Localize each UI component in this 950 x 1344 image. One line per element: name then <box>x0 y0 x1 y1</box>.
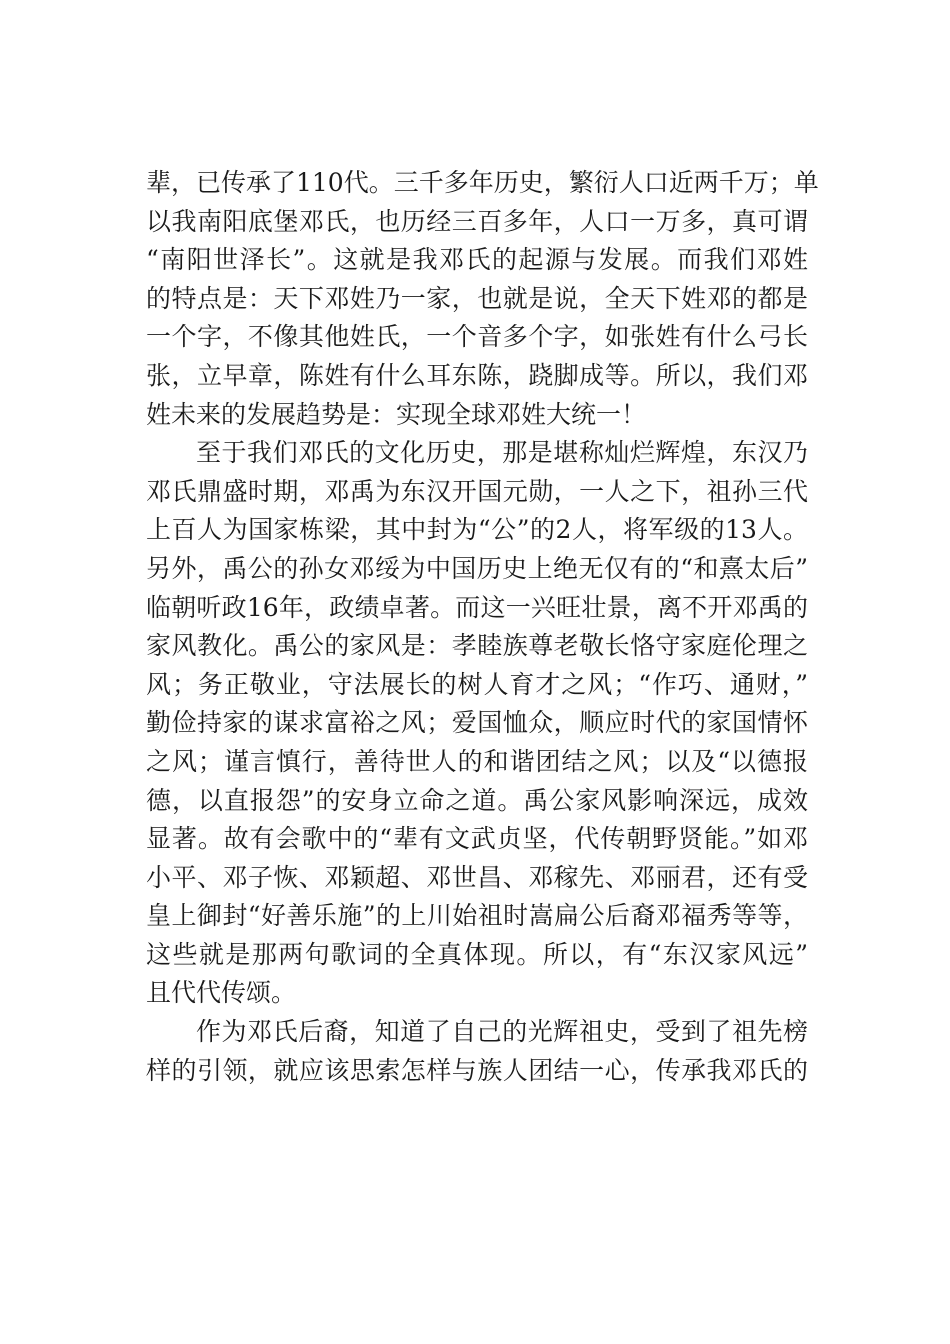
text-line: 另外，禹公的孙女邓绥为中国历史上绝无仅有的“和熹太后” <box>146 553 808 583</box>
body-text <box>146 164 819 1090</box>
text-line: 姓未来的发展趋势是：实现全球邓姓大统一！ <box>146 399 647 429</box>
text-line: 一个字，不像其他姓氏，一个音多个字，如张姓有什么弓长 <box>146 322 808 352</box>
text-line: “南阳世泽长”。这就是我邓氏的起源与发展。而我们邓姓 <box>146 245 808 275</box>
text-line: 上百人为国家栋梁，其中封为“公”的2人，将军级的13人。 <box>146 515 808 545</box>
text-line: 皇上御封“好善乐施”的上川始祖时嵩扁公后裔邓福秀等等， <box>146 901 808 931</box>
text-line: 临朝听政16年，政绩卓著。而这一兴旺壮景，离不开邓禹的 <box>146 592 808 622</box>
text-line: 小平、邓子恢、邓颖超、邓世昌、邓稼先、邓丽君，还有受 <box>146 862 808 892</box>
text-line: 辈，已传承了110代。三千多年历史，繁衍人口近两千万；单 <box>146 168 819 197</box>
text-line: 且代代传颂。 <box>146 978 297 1008</box>
text-line: 样的引领，就应该思索怎样与族人团结一心，传承我邓氏的 <box>146 1055 808 1085</box>
text-line: 至于我们邓氏的文化历史，那是堪称灿烂辉煌，东汉乃 <box>196 438 808 468</box>
text-line: 风；务正敬业，守法展长的树人育才之风；“作巧、通财，” <box>146 669 808 699</box>
text-line: 家风教化。禹公的家风是：孝睦族尊老敬长恪守家庭伦理之 <box>146 631 808 661</box>
text-line: 这些就是那两句歌词的全真体现。所以，有“东汉家风远” <box>146 939 808 969</box>
text-line: 邓氏鼎盛时期，邓禹为东汉开国元勋，一人之下，祖孙三代 <box>146 476 808 506</box>
text-line: 以我南阳底堡邓氏，也历经三百多年，人口一万多，真可谓 <box>146 206 808 236</box>
text-line: 显著。故有会歌中的“辈有文武贞坚，代传朝野贤能。”如邓 <box>146 824 808 854</box>
text-line: 勤俭持家的谋求富裕之风；爱国恤众，顺应时代的家国情怀 <box>146 708 808 738</box>
text-line: 德，以直报怨”的安身立命之道。禹公家风影响深远，成效 <box>146 785 808 815</box>
text-line: 张，立早章，陈姓有什么耳东陈，跷脚成等。所以，我们邓 <box>146 360 808 390</box>
text-line: 作为邓氏后裔，知道了自己的光辉祖史，受到了祖先榜 <box>196 1017 808 1047</box>
text-line: 的特点是：天下邓姓乃一家，也就是说，全天下姓邓的都是 <box>146 283 808 313</box>
text-line: 之风；谨言慎行，善待世人的和谐团结之风；以及“以德报 <box>146 746 808 776</box>
